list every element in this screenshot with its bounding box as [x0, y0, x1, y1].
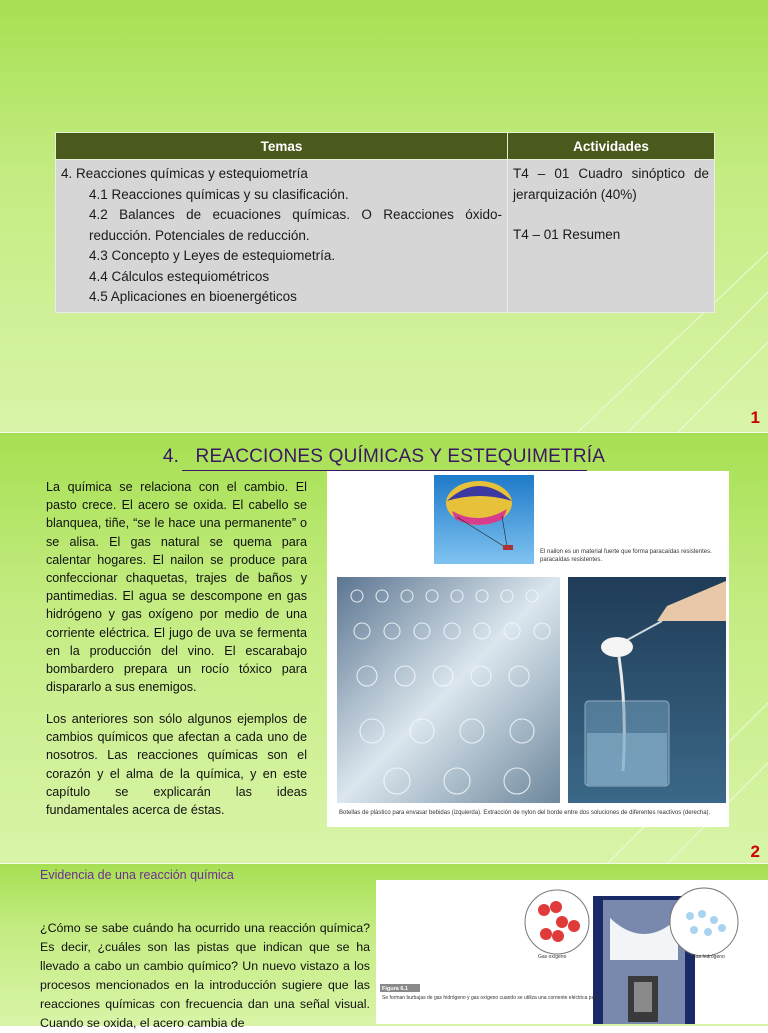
slide-number: 2	[750, 842, 760, 861]
figure-caption: Se forman burbujas de gas hidrógeno y gas oxígeno cuando se utiliza una corriente eléctrica para	[382, 995, 599, 1001]
topics-cell	[56, 160, 508, 313]
slide-number: 1	[750, 408, 760, 427]
topic-item: 4.1 Reacciones químicas y su clasificación.	[89, 186, 349, 202]
activities-cell	[508, 160, 715, 313]
examples-paragraph: Los anteriores son sólo algunos ejemplos de cambios químicos que afectan a cada uno de nosotros. Las reacciones químicas son el corazón y el alma de la química, y en este capítulo se explicarán las ideas fundamentales acerca de éstas.	[46, 712, 307, 818]
header-temas: Temas	[56, 133, 508, 160]
topic-item: 4.5 Aplicaciones en bioenergéticos	[89, 289, 297, 304]
activity-item: T4 – 01 Cuadro sinóptico de jerarquización (40%)	[513, 166, 709, 202]
label-hydrogen: Gas hidrógeno	[692, 954, 725, 960]
figure-illustration	[327, 471, 729, 827]
figure-caption-bottom: Botellas de plástico para envasar bebidas (izquierda). Extracción de nylon del borde entre dos soluciones de diferentes reactivos (derecha).	[339, 810, 711, 816]
topics-table	[55, 132, 715, 313]
slide-3-subtitle: Evidencia de una reacción química	[40, 868, 234, 882]
svg-text:paracaídas resistentes.: paracaídas resistentes.	[540, 557, 603, 563]
nylon-figure	[327, 471, 729, 827]
topic-item: 4.3 Concepto y Leyes de estequiometría.	[89, 248, 336, 263]
electrolysis-illustration	[376, 880, 768, 1024]
activity-item: T4 – 01 Resumen	[513, 227, 621, 242]
evidence-paragraph: ¿Cómo se sabe cuándo ha ocurrido una reacción química? Es decir, ¿cuáles son las pistas que indican que se ha llevado a cabo un cambio químico? Un nuevo vistazo a los procesos mencionados en la introducción sugiere que las reacciones químicas con frecuencia dan una señal visual. Cuando se oxida, el acero cambia de	[40, 921, 370, 1030]
slide-2-title: 4. REACCIONES QUÍMICAS Y ESTEQUIMETRÍA	[0, 446, 768, 471]
electrolysis-figure	[376, 880, 768, 1024]
header-actividades: Actividades	[508, 133, 715, 160]
topic-item: 4.4 Cálculos estequiométricos	[89, 268, 270, 284]
intro-paragraph: La química se relaciona con el cambio. El pasto crece. El acero se oxida. El cabello se blanquea, tiñe, “se le hace una permanente” o se alisa. El gas natural se quema para calentar hogares. El nailon se produce para confeccionar chaquetas, trajes de baños y pantimedias. El agua se descompone en gas hidrógeno y gas oxígeno por medio de una corriente eléctrica. El jugo de uva se fermenta en la producción del vino. El escarabajo bombardero prepara un rocío tóxico para dispararlo a sus enemigos.	[46, 480, 307, 695]
figure-tag: Figura 6.1	[382, 986, 408, 992]
topic-main: 4. Reacciones químicas y estequiometría	[61, 166, 308, 181]
slide-1	[0, 0, 768, 432]
label-oxygen: Gas oxígeno	[538, 954, 567, 960]
topic-item: 4.2 Balances de ecuaciones químicas. O Reacciones óxido-reducción. Potenciales de reducción.	[89, 207, 502, 243]
figure-caption-top: El nailon es un material fuerte que forma paracaídas resistentes.	[540, 549, 712, 555]
